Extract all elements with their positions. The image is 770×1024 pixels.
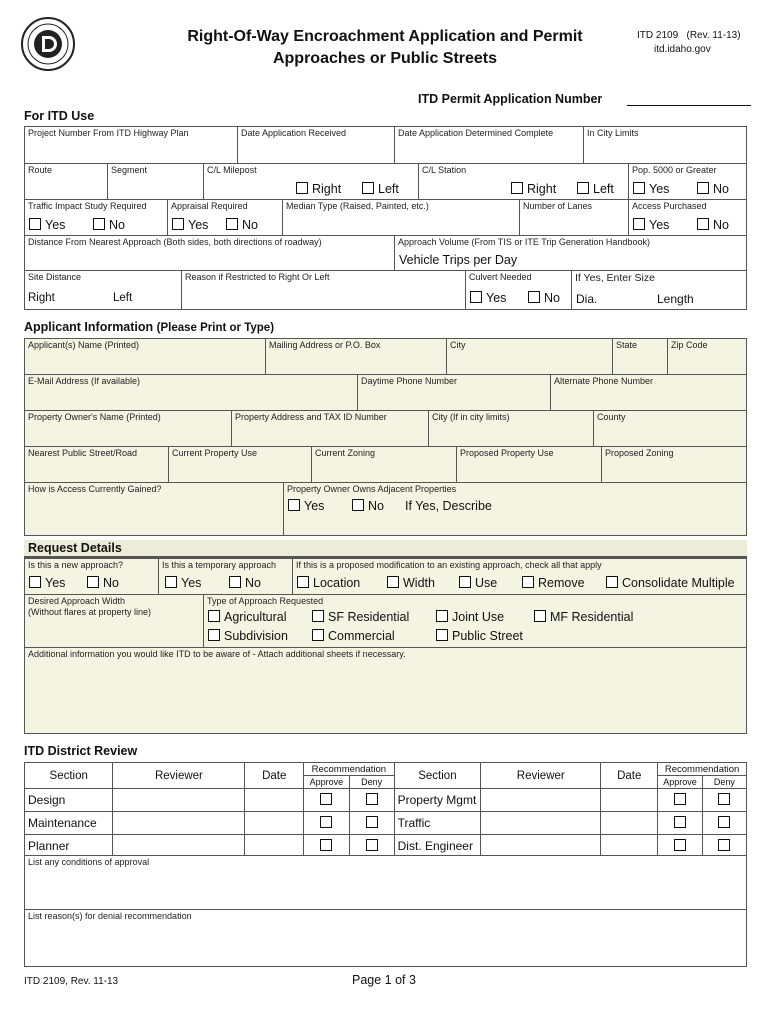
reviewer-header-right: Reviewer: [481, 763, 601, 789]
consolidate-option[interactable]: Consolidate Multiple: [606, 576, 735, 590]
pop-no-option[interactable]: No: [697, 182, 729, 196]
date-complete-field[interactable]: Date Application Determined Complete: [394, 126, 584, 164]
alternate-phone-field[interactable]: Alternate Phone Number: [550, 374, 747, 411]
checkbox[interactable]: [633, 218, 645, 230]
checkbox[interactable]: [226, 218, 238, 230]
length-label: Length: [657, 292, 694, 306]
deny-checkbox[interactable]: [718, 816, 730, 828]
title-line-2: Approaches or Public Streets: [272, 50, 498, 67]
checkbox[interactable]: [362, 182, 374, 194]
date-cell[interactable]: [245, 789, 304, 812]
table-row: [25, 789, 747, 812]
date-cell[interactable]: [245, 812, 304, 835]
property-address-field[interactable]: Property Address and TAX ID Number: [231, 410, 429, 447]
district-review-table: [24, 762, 747, 858]
current-use-field[interactable]: Current Property Use: [168, 446, 312, 483]
page-number: Page 1 of 3: [352, 973, 416, 987]
culvert-no-option[interactable]: No: [528, 291, 560, 305]
adjacent-no-option[interactable]: No: [352, 499, 384, 513]
agricultural-option[interactable]: Agricultural: [208, 610, 287, 624]
section-property-mgmt: Property Mgmt: [394, 789, 481, 812]
temp-yes-option[interactable]: Yes: [165, 576, 201, 590]
adjacent-yes-option[interactable]: Yes: [288, 499, 324, 513]
desired-width-field[interactable]: Desired Approach Width (Without flares at property line): [24, 594, 204, 648]
recommendation-header: Recommendation: [304, 763, 395, 776]
denial-reasons-field[interactable]: List reason(s) for denial recommendation: [24, 909, 747, 967]
checkbox[interactable]: [528, 291, 540, 303]
checkbox[interactable]: [436, 629, 448, 641]
checkbox[interactable]: [208, 629, 220, 641]
nearest-street-field[interactable]: Nearest Public Street/Road: [24, 446, 169, 483]
checkbox[interactable]: [470, 291, 482, 303]
project-number-field[interactable]: Project Number From ITD Highway Plan: [24, 126, 238, 164]
section-planner: Planner: [25, 835, 113, 858]
pop-5000-field[interactable]: Pop. 5000 or Greater Yes No: [628, 163, 747, 200]
approve-checkbox[interactable]: [320, 839, 332, 851]
approve-checkbox[interactable]: [320, 816, 332, 828]
dia-label: Dia.: [576, 292, 598, 306]
deny-checkbox[interactable]: [366, 793, 378, 805]
new-yes-option[interactable]: Yes: [29, 576, 65, 590]
request-heading: Request Details: [28, 541, 122, 555]
checkbox[interactable]: [312, 629, 324, 641]
approve-header-right: Approve: [658, 776, 703, 789]
approve-header: Approve: [304, 776, 350, 789]
reviewer-header: Reviewer: [113, 763, 245, 789]
location-option[interactable]: Location: [297, 576, 360, 590]
website: itd.idaho.gov: [654, 44, 711, 55]
traffic-impact-field[interactable]: Traffic Impact Study Required Yes No: [24, 199, 168, 236]
checkbox[interactable]: [697, 182, 709, 194]
access-no-option[interactable]: No: [697, 218, 729, 232]
mailing-address-field[interactable]: Mailing Address or P.O. Box: [265, 338, 447, 375]
deny-checkbox[interactable]: [718, 793, 730, 805]
appraisal-yes-option[interactable]: Yes: [172, 218, 208, 232]
checkbox[interactable]: [165, 576, 177, 588]
checkbox[interactable]: [87, 576, 99, 588]
route-field[interactable]: Route: [24, 163, 108, 200]
title-line-1: Right-Of-Way Encroachment Application and Permit: [187, 28, 583, 45]
checkbox[interactable]: [296, 182, 308, 194]
date-cell[interactable]: [601, 812, 658, 835]
deny-header-right: Deny: [702, 776, 746, 789]
date-received-field[interactable]: Date Application Received: [237, 126, 395, 164]
milepost-left-option[interactable]: Left: [362, 182, 399, 196]
date-header: Date: [245, 763, 304, 789]
milepost-right-option[interactable]: Right: [296, 182, 341, 196]
sf-residential-option[interactable]: SF Residential: [312, 610, 409, 624]
checkbox[interactable]: [93, 218, 105, 230]
segment-field[interactable]: Segment: [107, 163, 204, 200]
form-id: ITD 2109 (Rev. 11-13): [637, 30, 741, 41]
date-header-right: Date: [601, 763, 658, 789]
deny-checkbox[interactable]: [718, 839, 730, 851]
approach-type-field[interactable]: Type of Approach Requested Agricultural SF Residential Joint Use MF Residential Subdivision Commercial Public Street: [203, 594, 747, 648]
checkbox[interactable]: [288, 499, 300, 511]
applicant-heading: Applicant Information (Please Print or Type): [24, 320, 275, 334]
access-purchased-field[interactable]: Access Purchased Yes No: [628, 199, 747, 236]
modification-field[interactable]: If this is a proposed modification to an existing approach, check all that apply Location Width Use Remove Consolidate Multiple: [292, 558, 747, 595]
checkbox[interactable]: [522, 576, 534, 588]
approve-checkbox[interactable]: [674, 816, 686, 828]
width-option[interactable]: Width: [387, 576, 435, 590]
checkbox[interactable]: [29, 218, 41, 230]
cl-milepost-field[interactable]: C/L Milepost Right Left: [203, 163, 419, 200]
daytime-phone-field[interactable]: Daytime Phone Number: [357, 374, 551, 411]
proposed-use-field[interactable]: Proposed Property Use: [456, 446, 602, 483]
checkbox[interactable]: [29, 576, 41, 588]
culvert-yes-option[interactable]: Yes: [470, 291, 506, 305]
cl-station-field[interactable]: C/L Station Right Left: [418, 163, 629, 200]
itd-use-heading: For ITD Use: [24, 109, 95, 123]
section-traffic: Traffic: [394, 812, 481, 835]
checkbox[interactable]: [387, 576, 399, 588]
owns-adjacent-field[interactable]: Property Owner Owns Adjacent Properties Yes No If Yes, Describe: [283, 482, 747, 536]
section-header-right: Section: [394, 763, 481, 789]
access-yes-option[interactable]: Yes: [633, 218, 669, 232]
reason-restricted-field[interactable]: Reason if Restricted to Right Or Left: [181, 270, 466, 310]
subdivision-option[interactable]: Subdivision: [208, 629, 288, 643]
itd-logo: [20, 16, 76, 72]
deny-checkbox[interactable]: [366, 816, 378, 828]
site-distance-field[interactable]: Site Distance Right Left: [24, 270, 182, 310]
remove-option[interactable]: Remove: [522, 576, 585, 590]
email-field[interactable]: E-Mail Address (If available): [24, 374, 358, 411]
mf-residential-option[interactable]: MF Residential: [534, 610, 633, 624]
proposed-zoning-field[interactable]: Proposed Zoning: [601, 446, 747, 483]
deny-header: Deny: [349, 776, 394, 789]
checkbox[interactable]: [352, 499, 364, 511]
checkbox[interactable]: [297, 576, 309, 588]
reviewer-cell[interactable]: [113, 789, 245, 812]
traffic-no-option[interactable]: No: [93, 218, 125, 232]
form-title: [150, 26, 620, 70]
number-of-lanes-field[interactable]: Number of Lanes: [519, 199, 629, 236]
checkbox[interactable]: [577, 182, 589, 194]
reviewer-cell[interactable]: [481, 789, 601, 812]
checkbox[interactable]: [436, 610, 448, 622]
checkbox[interactable]: [172, 218, 184, 230]
checkbox[interactable]: [534, 610, 546, 622]
commercial-option[interactable]: Commercial: [312, 629, 395, 643]
approach-volume-field[interactable]: Approach Volume (From TIS or ITE Trip Generation Handbook) Vehicle Trips per Day: [394, 235, 747, 271]
recommendation-header-right: Recommendation: [658, 763, 747, 776]
access-gained-field[interactable]: How is Access Currently Gained?: [24, 482, 284, 536]
station-right-option[interactable]: Right: [511, 182, 556, 196]
new-approach-field[interactable]: Is this a new approach? Yes No: [24, 558, 159, 595]
use-option[interactable]: Use: [459, 576, 497, 590]
section-header: Section: [25, 763, 113, 789]
traffic-yes-option[interactable]: Yes: [29, 218, 65, 232]
county-field[interactable]: County: [593, 410, 747, 447]
culvert-size-field[interactable]: If Yes, Enter Size Dia. Length: [571, 270, 747, 310]
checkbox[interactable]: [633, 182, 645, 194]
checkbox[interactable]: [312, 610, 324, 622]
reviewer-cell[interactable]: [113, 812, 245, 835]
footer-form-rev: ITD 2109, Rev. 11-13: [24, 976, 119, 987]
section-design: Design: [25, 789, 113, 812]
checkbox[interactable]: [459, 576, 471, 588]
site-right-label: Right: [28, 292, 55, 304]
request-heading-bar: [24, 540, 747, 558]
median-type-field[interactable]: Median Type (Raised, Painted, etc.): [282, 199, 520, 236]
reviewer-cell[interactable]: [481, 812, 601, 835]
if-yes-describe-label: If Yes, Describe: [405, 499, 492, 513]
distance-nearest-field[interactable]: Distance From Nearest Approach (Both sides, both directions of roadway): [24, 235, 395, 271]
table-row: [25, 812, 747, 835]
joint-use-option[interactable]: Joint Use: [436, 610, 504, 624]
permit-number-field[interactable]: [627, 104, 751, 106]
city-limits-field[interactable]: City (If in city limits): [428, 410, 594, 447]
zip-code-field[interactable]: Zip Code: [667, 338, 747, 375]
conditions-field[interactable]: List any conditions of approval: [24, 855, 747, 910]
vehicle-trips-label: Vehicle Trips per Day: [399, 253, 518, 267]
section-maintenance: Maintenance: [25, 812, 113, 835]
state-field[interactable]: State: [612, 338, 668, 375]
district-heading: ITD District Review: [24, 744, 138, 758]
site-left-label: Left: [113, 292, 133, 304]
public-street-option[interactable]: Public Street: [436, 629, 523, 643]
culvert-needed-field[interactable]: Culvert Needed Yes No: [465, 270, 572, 310]
pop-yes-option[interactable]: Yes: [633, 182, 669, 196]
checkbox[interactable]: [229, 576, 241, 588]
approve-checkbox[interactable]: [674, 793, 686, 805]
approve-checkbox[interactable]: [674, 839, 686, 851]
station-left-option[interactable]: Left: [577, 182, 614, 196]
checkbox[interactable]: [697, 218, 709, 230]
city-field[interactable]: City: [446, 338, 613, 375]
additional-info-field[interactable]: Additional information you would like ITD to be aware of - Attach additional sheets if necessary.: [24, 647, 747, 734]
new-no-option[interactable]: No: [87, 576, 119, 590]
approve-checkbox[interactable]: [320, 793, 332, 805]
current-zoning-field[interactable]: Current Zoning: [311, 446, 457, 483]
owner-name-field[interactable]: Property Owner's Name (Printed): [24, 410, 232, 447]
checkbox[interactable]: [606, 576, 618, 588]
temp-no-option[interactable]: No: [229, 576, 261, 590]
date-cell[interactable]: [601, 789, 658, 812]
applicant-name-field[interactable]: Applicant(s) Name (Printed): [24, 338, 266, 375]
appraisal-field[interactable]: Appraisal Required Yes No: [167, 199, 283, 236]
section-dist-engineer: Dist. Engineer: [394, 835, 481, 858]
temp-approach-field[interactable]: Is this a temporary approach Yes No: [158, 558, 293, 595]
in-city-limits-field[interactable]: In City Limits: [583, 126, 747, 164]
checkbox[interactable]: [511, 182, 523, 194]
checkbox[interactable]: [208, 610, 220, 622]
appraisal-no-option[interactable]: No: [226, 218, 258, 232]
permit-number-label: ITD Permit Application Number: [418, 92, 603, 106]
deny-checkbox[interactable]: [366, 839, 378, 851]
